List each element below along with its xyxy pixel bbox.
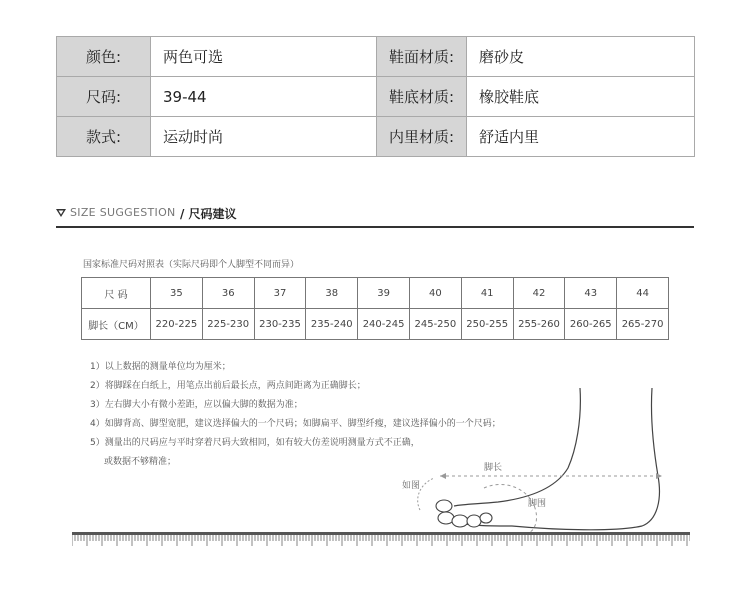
size-cell: 38 [306,278,358,309]
ruler-ticks [72,535,690,546]
note-item: 5）测量出的尺码应与平时穿着尺码大致相同，如有较大仿差说明测量方式不正确， [90,438,420,448]
spec-label: 鞋面材质: [377,37,467,77]
length-cell: 265-270 [617,309,669,340]
size-cell: 36 [202,278,254,309]
length-cell: 235-240 [306,309,358,340]
foot-girth-label: 脚围 [528,499,547,509]
foot-outline-icon [380,380,700,550]
spec-value: 舒适内里 [467,117,695,157]
spec-label: 内里材质: [377,117,467,157]
size-cell: 43 [565,278,617,309]
section-heading [56,206,694,230]
section-title-en: SIZE SUGGESTION [70,206,176,219]
note-item: 或数据不够精准； [104,457,177,467]
spec-value: 磨砂皮 [467,37,695,77]
length-cell: 220-225 [151,309,203,340]
length-row-label: 脚长（CM） [82,309,151,340]
length-cell: 255-260 [513,309,565,340]
note-item: 2）将脚踩在白纸上，用笔点出前后最长点，两点间距离为正确脚长； [90,381,366,391]
size-cell: 41 [461,278,513,309]
size-table-caption: 国家标准尺码对照表（实际尺码即个人脚型不同而异） [83,260,300,270]
spec-row [57,77,695,117]
size-cell: 40 [409,278,461,309]
spec-label: 款式: [57,117,151,157]
diamond-arrow-icon [56,208,66,218]
size-row [82,278,669,309]
side-view-label: 如图 [402,481,421,491]
length-cell: 230-235 [254,309,306,340]
spec-row [57,117,695,157]
spec-value: 两色可选 [151,37,377,77]
length-cell: 260-265 [565,309,617,340]
spec-label: 颜色: [57,37,151,77]
spec-table [56,36,695,157]
foot-illustration [380,380,700,550]
spec-value: 39-44 [151,77,377,117]
size-cell: 39 [358,278,410,309]
note-item: 4）如脚背高、脚型宽肥，建议选择偏大的一个尺码；如脚扁平、脚型纤瘦，建议选择偏小的一个尺码； [90,419,501,429]
length-row [82,309,669,340]
note-item: 3）左右脚大小有微小差距，应以偏大脚的数据为准； [90,400,303,410]
section-title-cn: / 尺码建议 [180,207,237,221]
spec-row [57,37,695,77]
size-cell: 44 [617,278,669,309]
note-item: 1）以上数据的测量单位均为厘米； [90,362,231,372]
foot-length-label: 脚长 [484,463,503,473]
spec-label: 尺码: [57,77,151,117]
spec-label: 鞋底材质: [377,77,467,117]
spec-value: 橡胶鞋底 [467,77,695,117]
size-row-label: 尺 码 [82,278,151,309]
length-cell: 250-255 [461,309,513,340]
spec-value: 运动时尚 [151,117,377,157]
length-cell: 225-230 [202,309,254,340]
measuring-ruler [72,526,690,548]
length-cell: 240-245 [358,309,410,340]
size-cell: 35 [151,278,203,309]
size-table [81,277,669,340]
size-cell: 37 [254,278,306,309]
length-cell: 245-250 [409,309,461,340]
size-cell: 42 [513,278,565,309]
section-divider [56,226,694,228]
